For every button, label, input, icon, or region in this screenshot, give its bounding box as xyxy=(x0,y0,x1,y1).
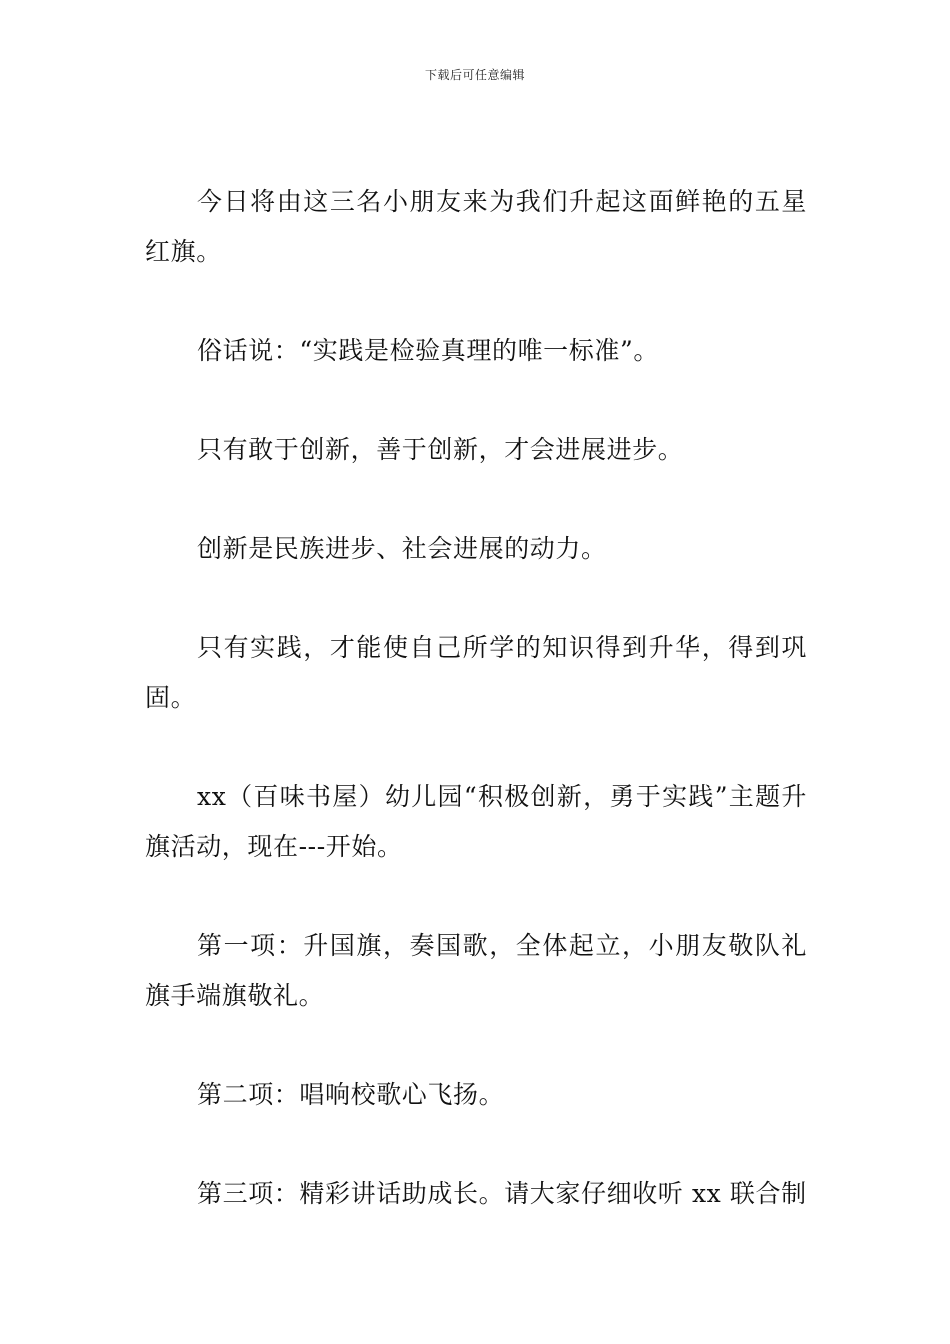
paragraph-8: 第二项：唱响校歌心飞扬。 xyxy=(197,1080,505,1109)
paragraph-2: 俗话说：“实践是检验真理的唯一标准”。 xyxy=(197,336,659,365)
paragraph-6: xx（百味书屋）幼儿园“积极创新，勇于实践”主题升旗活动，现在---开始。 xyxy=(145,782,807,861)
header-note: 下载后可任意编辑 xyxy=(424,68,525,82)
paragraph-5: 只有实践，才能使自己所学的知识得到升华，得到巩固。 xyxy=(145,633,807,712)
paragraph-7: 第一项：升国旗，奏国歌，全体起立，小朋友敬队礼旗手端旗敬礼。 xyxy=(145,931,807,1010)
paragraph-1: 今日将由这三名小朋友来为我们升起这面鲜艳的五星红旗。 xyxy=(145,187,807,266)
paragraph-9: 第三项：精彩讲话助成长。请大家仔细收听 xx 联合制 xyxy=(197,1179,807,1208)
document-body xyxy=(145,177,807,1268)
paragraph-3: 只有敢于创新，善于创新，才会进展进步。 xyxy=(197,435,684,464)
paragraph-4: 创新是民族进步、社会进展的动力。 xyxy=(197,534,607,563)
